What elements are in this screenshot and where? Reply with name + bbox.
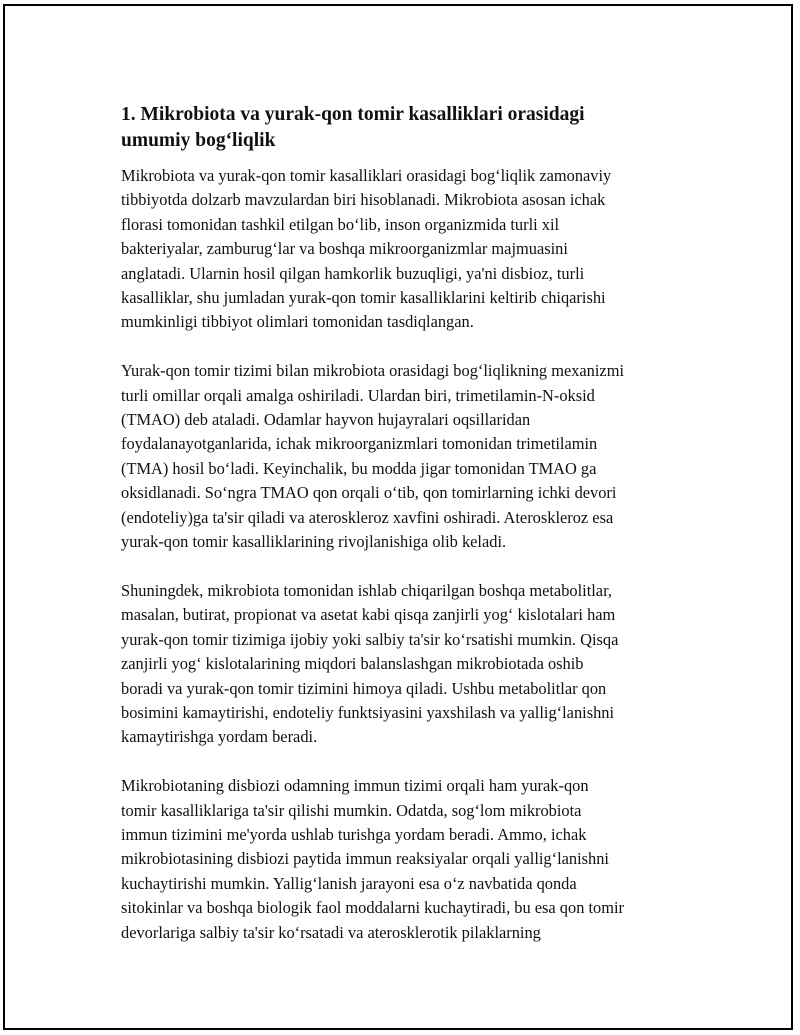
text-line: tibbiyotda dolzarb mavzulardan biri hisoblanadi. Mikrobiota asosan ichak xyxy=(121,190,606,210)
text-line: kamaytirishga yordam beradi. xyxy=(121,727,318,747)
text-line: boradi va yurak-qon tomir tizimini himoya qiladi. Ushbu metabolitlar qon xyxy=(121,678,607,698)
text-line: turli omillar orqali amalga oshiriladi. Ulardan biri, trimetilamin-N-oksid xyxy=(121,385,595,405)
text-line: foydalanayotganlarida, ichak mikroorganizmlari tomonidan trimetilamin xyxy=(121,434,598,454)
paragraph-4 xyxy=(121,774,711,945)
text-line: zanjirli yog‘ kislotalarining miqdori balanslashgan mikrobiotada oshib xyxy=(121,654,584,674)
text-line: oksidlanadi. So‘ngra TMAO qon orqali o‘tib, qon tomirlarning ichki devori xyxy=(121,483,617,503)
text-line: kuchaytirishi mumkin. Yallig‘lanish jarayoni esa o‘z navbatida qonda xyxy=(121,873,577,893)
text-line: florasi tomonidan tashkil etilgan bo‘lib, inson organizmida turli xil xyxy=(121,214,560,234)
text-line: yurak-qon tomir kasalliklarining rivojlanishiga olib keladi. xyxy=(121,532,507,552)
text-line: Yurak-qon tomir tizimi bilan mikrobiota orasidagi bog‘liqlikning mexanizmi xyxy=(121,361,625,381)
text-line: devorlariga salbiy ta'sir ko‘rsatadi va aterosklerotik pilaklarning xyxy=(121,922,541,942)
text-line: (TMA) hosil bo‘ladi. Keyinchalik, bu modda jigar tomonidan TMAO ga xyxy=(121,458,597,478)
text-line: kasalliklar, shu jumladan yurak-qon tomir kasalliklarini keltirib chiqarishi xyxy=(121,288,606,308)
document-body xyxy=(121,102,711,969)
text-line: bosimini kamaytirishi, endoteliy funktsiyasini yaxshilash va yallig‘lanishni xyxy=(121,702,615,722)
text-line: mumkinligi tibbiyot olimlari tomonidan tasdiqlangan. xyxy=(121,312,474,332)
text-line: bakteriyalar, zamburug‘lar va boshqa mikroorganizmlar majmuasini xyxy=(121,239,568,259)
text-line: yurak-qon tomir tizimiga ijobiy yoki salbiy ta'sir ko‘rsatishi mumkin. Qisqa xyxy=(121,629,619,649)
text-line: sitokinlar va boshqa biologik faol moddalarni kuchaytiradi, bu esa qon tomir xyxy=(121,898,624,918)
heading-line: 1. Mikrobiota va yurak-qon tomir kasalliklari orasidagi xyxy=(121,104,585,125)
text-line: Mikrobiota va yurak-qon tomir kasalliklari orasidagi bog‘liqlik zamonaviy xyxy=(121,166,612,185)
text-line: Mikrobiotaning disbiozi odamning immun tizimi orqali ham yurak-qon xyxy=(121,776,589,796)
paragraph-3 xyxy=(121,579,711,750)
paragraph-2 xyxy=(121,359,711,554)
paragraph-1 xyxy=(121,164,711,335)
page-frame xyxy=(3,4,793,1030)
text-line: immun tizimini me'yorda ushlab turishga yordam beradi. Ammo, ichak xyxy=(121,824,587,844)
section-heading xyxy=(121,102,711,154)
heading-line: umumiy bog‘liqlik xyxy=(121,130,276,151)
text-line: mikrobiotasining disbiozi paytida immun reaksiyalar orqali yallig‘lanishni xyxy=(121,849,609,869)
text-line: (endoteliy)ga ta'sir qiladi va ateroskleroz xavfini oshiradi. Ateroskleroz esa xyxy=(121,507,614,527)
text-line: (TMAO) deb ataladi. Odamlar hayvon hujayralari oqsillaridan xyxy=(121,410,531,430)
text-line: masalan, butirat, propionat va asetat kabi qisqa zanjirli yog‘ kislotalari ham xyxy=(121,605,616,625)
text-line: tomir kasalliklariga ta'sir qilishi mumkin. Odatda, sog‘lom mikrobiota xyxy=(121,800,582,820)
text-line: Shuningdek, mikrobiota tomonidan ishlab chiqarilgan boshqa metabolitlar, xyxy=(121,580,612,600)
text-line: anglatadi. Ularnin hosil qilgan hamkorlik buzuqligi, ya'ni disbioz, turli xyxy=(121,263,585,283)
